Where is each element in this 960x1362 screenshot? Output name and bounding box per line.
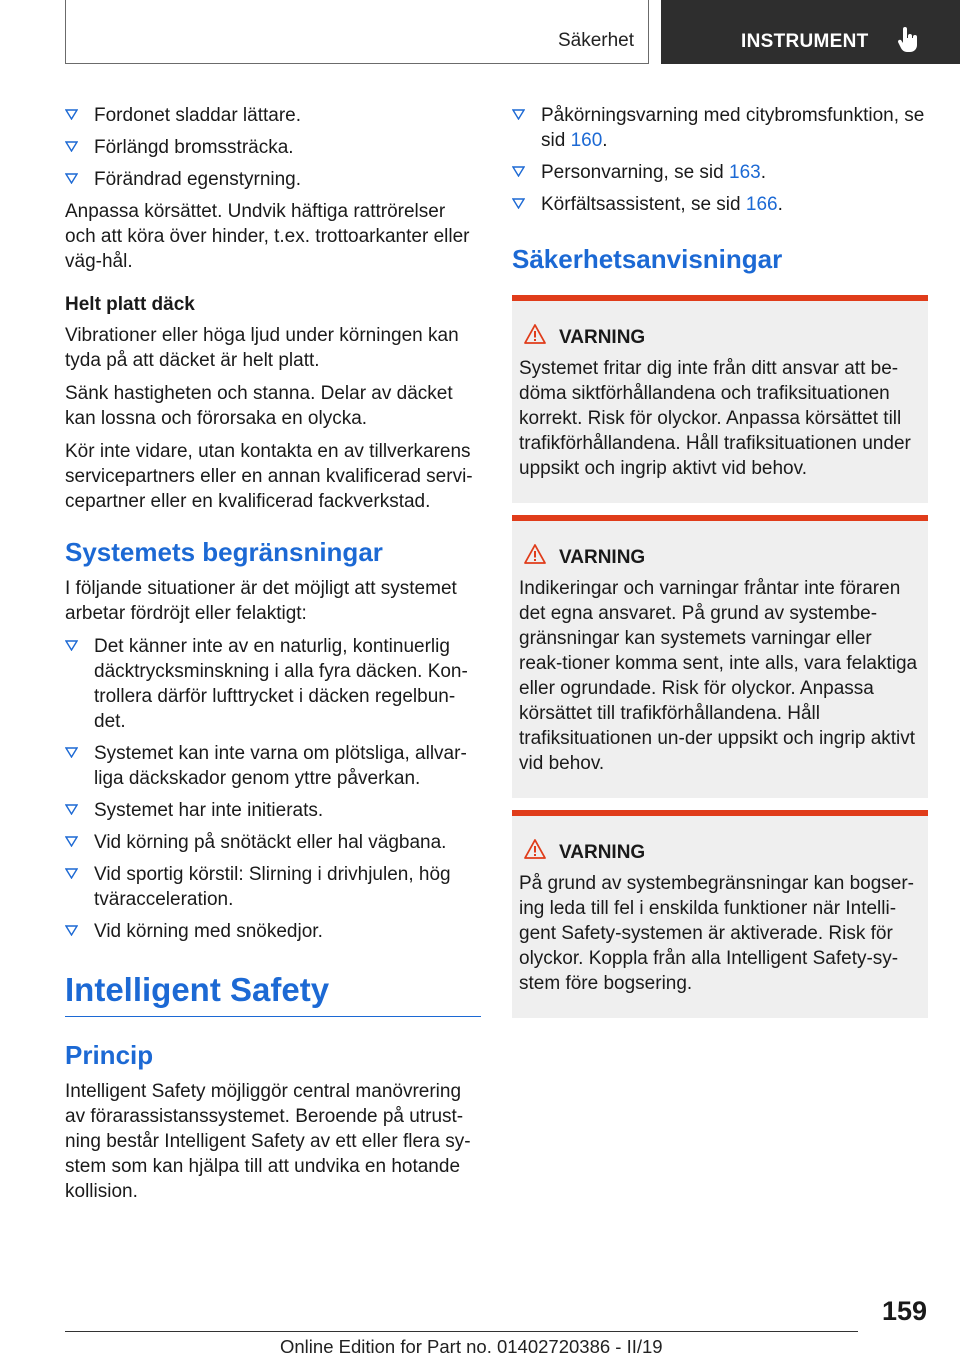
warning-title: VARNING	[559, 327, 646, 348]
list-item	[512, 160, 928, 185]
header-section-box	[65, 0, 649, 64]
page-link-160[interactable]: 160	[570, 130, 603, 151]
list-item-text: Förändrad egenstyrning.	[94, 169, 302, 190]
footer-edition	[280, 1336, 663, 1358]
header-chapter-title: INSTRUMENT	[741, 31, 869, 52]
list-item	[512, 103, 928, 153]
triangle-bullet-icon	[65, 109, 78, 120]
punctuation: .	[602, 130, 608, 151]
triangle-bullet-icon	[65, 868, 78, 879]
warning-triangle-icon	[523, 323, 547, 345]
list-item	[65, 741, 481, 791]
list-item	[65, 830, 481, 855]
warning-triangle-icon	[523, 838, 547, 860]
triangle-bullet-icon	[65, 141, 78, 152]
hand-pointer-icon	[897, 27, 919, 53]
intelligent-safety-heading: Intelligent Safety	[65, 970, 481, 1017]
list-item	[65, 167, 481, 192]
list-item-text: Påkörningsvarning med citybromsfunktion, se sid	[541, 105, 925, 151]
list-item-text: Förlängd bromssträcka.	[94, 137, 294, 158]
triangle-bullet-icon	[512, 198, 525, 209]
list-item	[65, 862, 481, 912]
paragraph: Intelligent Safety möjliggör central manövrering av förarassistanssystemet. Beroende på utrust-ning består Intelligent Safety av ett eller flera sy-stem som kan hjälpa till att undvika en hotande kollision.	[65, 1081, 471, 1202]
punctuation: .	[760, 162, 766, 183]
paragraph: Vibrationer eller höga ljud under körningen kan tyda på att däcket är helt platt.	[65, 325, 459, 371]
triangle-bullet-icon	[65, 747, 78, 758]
list-item-text: Det känner inte av en naturlig, kontinuerlig däcktrycksminskning i alla fyra däcken. Kon-trollera därför lufttrycket i däcken regelbun-det.	[94, 636, 468, 732]
paragraph: Kör inte vidare, utan kontakta en av tillverkarens servicepartners eller en annan kvalificerad servi-cepartner eller en kvalificerad fackverkstad.	[65, 441, 473, 512]
page-link-163[interactable]: 163	[729, 162, 761, 183]
header-section-title: Säkerhet	[557, 30, 634, 51]
safety-instructions-heading: Säkerhetsanvisningar	[512, 244, 783, 274]
list-item-text: Systemet kan inte varna om plötsliga, allvar-liga däckskador genom yttre påverkan.	[94, 743, 467, 789]
list-item	[65, 798, 481, 823]
footer-divider	[65, 1331, 858, 1332]
warning-title-row	[519, 840, 918, 865]
warning-box	[512, 810, 928, 1018]
list-item	[512, 192, 928, 217]
page-number: 159	[881, 1296, 927, 1326]
right-column	[512, 103, 928, 1030]
punctuation: .	[777, 194, 783, 215]
triangle-bullet-icon	[65, 640, 78, 651]
footer-edition-text: Online Edition for Part no. 01402720386 - II/19	[280, 1336, 663, 1357]
flat-tire-subheading: Helt platt däck	[65, 294, 195, 315]
page-link-166[interactable]: 166	[745, 194, 778, 215]
warning-triangle-icon	[523, 543, 547, 565]
triangle-bullet-icon	[65, 173, 78, 184]
warning-title-row	[519, 325, 918, 350]
triangle-bullet-icon	[512, 166, 525, 177]
warning-title: VARNING	[559, 842, 646, 863]
warning-box	[512, 295, 928, 503]
paragraph: Sänk hastigheten och stanna. Delar av däcket kan lossna och förorsaka en olycka.	[65, 383, 453, 429]
left-column	[65, 103, 481, 1212]
header-chapter-tab	[661, 0, 960, 64]
triangle-bullet-icon	[512, 109, 525, 120]
warning-text: På grund av systembegränsningar kan bogser-ing leda till fel i enskilda funktioner när Intelli-gent Safety-systemen är aktiverade. Risk för olyckor. Koppla från alla Intelligent Safety-sy-stem före bogsering.	[519, 873, 915, 994]
warning-title-row	[519, 545, 918, 570]
list-item	[65, 634, 481, 734]
list-item-text: Personvarning, se sid	[541, 162, 729, 183]
warning-text: Indikeringar och varningar fråntar inte föraren det egna ansvaret. På grund av systembe-gränsningar kan systemets varningar eller reak-tioner komma sent, inte alls, vara felaktiga eller ogrundade. Risk för olyckor. Anpassa körsättet till trafikförhållandena. Håll trafiksituationen un-der uppsikt och ingrip aktivt vid behov.	[519, 578, 918, 774]
warning-text: Systemet fritar dig inte från ditt ansvar att be-döma siktförhållandena och trafiksituationen korrekt. Risk för olyckor. Anpassa körsättet till trafikförhållandena. Håll trafiksituationen under uppsikt och ingrip aktivt vid behov.	[519, 358, 911, 479]
triangle-bullet-icon	[65, 925, 78, 936]
paragraph: I följande situationer är det möjligt att systemet arbetar fördröjt eller felaktigt:	[65, 578, 457, 624]
list-item-text: Systemet har inte initierats.	[94, 800, 324, 821]
list-item-text: Vid körning på snötäckt eller hal vägbana.	[94, 832, 447, 853]
list-item-text: Vid körning med snökedjor.	[94, 921, 323, 942]
list-item-text: Fordonet sladdar lättare.	[94, 105, 302, 126]
list-item	[65, 135, 481, 160]
principle-heading: Princip	[65, 1040, 154, 1070]
paragraph: Anpassa körsättet. Undvik häftiga rattrörelser och att köra över hinder, t.ex. trottoarkanter eller väg-hål.	[65, 201, 470, 272]
warning-box	[512, 515, 928, 798]
list-item-text: Vid sportig körstil: Slirning i drivhjulen, hög tväracceleration.	[94, 864, 451, 910]
triangle-bullet-icon	[65, 804, 78, 815]
system-limits-heading: Systemets begränsningar	[65, 537, 383, 567]
triangle-bullet-icon	[65, 836, 78, 847]
list-item	[65, 103, 481, 128]
list-item	[65, 919, 481, 944]
warning-title: VARNING	[559, 547, 646, 568]
list-item-text: Körfältsassistent, se sid	[541, 194, 746, 215]
